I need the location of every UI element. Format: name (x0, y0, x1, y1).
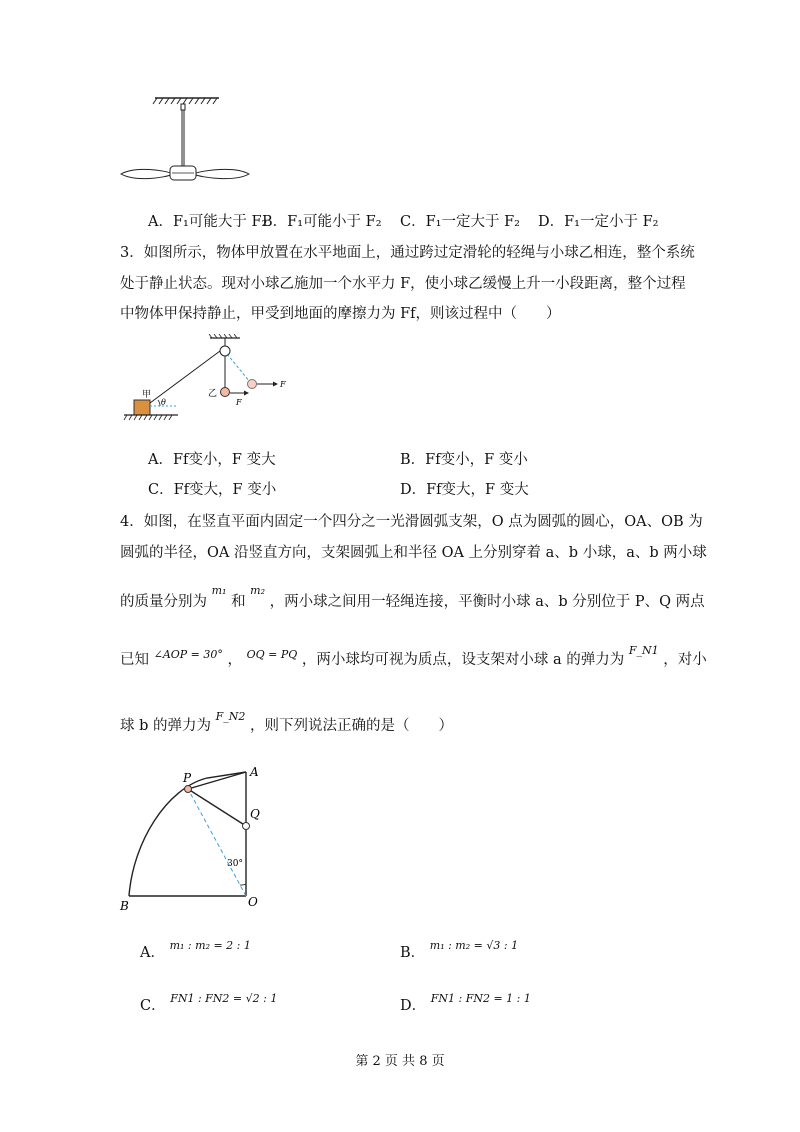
force-fn1: F_N1 (628, 644, 659, 657)
q2-option-b: B．F₁可能小于 F₂ (262, 214, 382, 230)
q4-and: 和 (231, 594, 246, 610)
pulley-wheel (220, 346, 230, 356)
label-yi: 乙 (208, 389, 218, 399)
ball-b (243, 823, 250, 830)
q4-option-c (140, 988, 278, 1014)
label-q: Q (250, 807, 260, 821)
q3-stem-line2: 处于静止状态。现对小球乙施加一个水平力 F，使小球乙缓慢上升一小段距离，整个过程 (120, 276, 686, 292)
q4-line5-start: 球 b 的弹力为 (120, 718, 211, 734)
label-theta: θ (161, 398, 166, 407)
mass-m1: m₁ (211, 584, 227, 597)
q4-stem-line5 (120, 710, 453, 737)
label-b: B (120, 899, 129, 913)
q2-option-d: D．F₁一定小于 F₂ (538, 214, 659, 230)
q4-option-b (400, 935, 519, 961)
angle-aop: ∠AOP = 30° (153, 648, 223, 661)
q4-stem-line2: 圆弧的半径，OA 沿竖直方向，支架圆弧上和半径 OA 上分别穿着 a、b 小球，a、b 两小球 (120, 545, 707, 561)
label-o: O (248, 895, 258, 909)
q4-line3-start: 的质量分别为 (120, 594, 207, 610)
q4-line4-comma: ， (227, 652, 243, 668)
q4-option-d (400, 988, 531, 1014)
q4-option-a-expr: m₁ : m₂ = 2 : 1 (169, 939, 251, 952)
q4-line4-mid: ，两小球均可视为质点，设支架对小球 a 的弹力为 (301, 652, 625, 668)
q4-line5-end: ，则下列说法正确的是（ ） (249, 718, 453, 734)
q4-option-a-label: A． (140, 945, 165, 961)
force-fn2: F_N2 (215, 710, 246, 723)
label-p: P (183, 771, 192, 785)
quarter-arc-figure (115, 760, 275, 915)
q2-option-c: C．F₁一定大于 F₂ (400, 214, 520, 230)
q4-stem-line1: 4．如图，在竖直平面内固定一个四分之一光滑圆弧支架，O 点为圆弧的圆心，OA、OB 为 (120, 514, 703, 530)
q3-stem-line3: 中物体甲保持静止，甲受到地面的摩擦力为 Ff，则该过程中（ ） (120, 306, 561, 322)
pulley-figure (118, 334, 298, 426)
q4-line4-start: 已知 (120, 652, 149, 668)
mass-m2: m₂ (250, 584, 266, 597)
q4-option-b-expr: m₁ : m₂ = √3 : 1 (429, 939, 519, 952)
page-footer: 第 2 页 共 8 页 (355, 1054, 445, 1069)
q3-option-c: C．Ff变大，F 变小 (148, 482, 277, 498)
ceiling-fan-figure (115, 90, 255, 195)
ball-yi (221, 388, 230, 397)
label-a: A (250, 765, 259, 779)
q4-stem-line3 (120, 584, 705, 613)
q4-option-a (140, 935, 251, 961)
q4-option-d-expr: FN1 : FN2 = 1 : 1 (430, 992, 531, 1005)
q3-stem-line1: 3．如图所示，物体甲放置在水平地面上，通过跨过定滑轮的轻绳与小球乙相连，整个系统 (120, 245, 695, 261)
q4-option-b-label: B． (400, 945, 426, 961)
q4-line4-end: ，对小 (663, 652, 707, 668)
block-jia (134, 400, 150, 415)
q4-line3-end: ，两小球之间用一轻绳连接，平衡时小球 a、b 分别位于 P、Q 两点 (269, 594, 705, 610)
label-jia: 甲 (142, 390, 152, 400)
q2-option-a: A．F₁可能大于 F₂ (148, 214, 268, 230)
q3-option-d: D．Ff变大，F 变大 (400, 482, 529, 498)
eq-oq-pq: OQ = PQ (246, 648, 298, 661)
force-label-f1: F (236, 398, 242, 407)
q4-option-c-expr: FN1 : FN2 = √2 : 1 (170, 992, 278, 1005)
ball-a (185, 786, 192, 793)
q4-option-c-label: C． (140, 998, 166, 1014)
force-label-f2: F (280, 380, 286, 389)
q3-option-a: A．Ff变小，F 变大 (148, 452, 276, 468)
q3-option-b: B．Ff变小，F 变小 (400, 452, 528, 468)
q4-stem-line4 (120, 644, 707, 671)
label-30deg: 30° (227, 859, 243, 869)
q4-option-d-label: D． (400, 998, 427, 1014)
ball-yi-moved (248, 380, 257, 389)
